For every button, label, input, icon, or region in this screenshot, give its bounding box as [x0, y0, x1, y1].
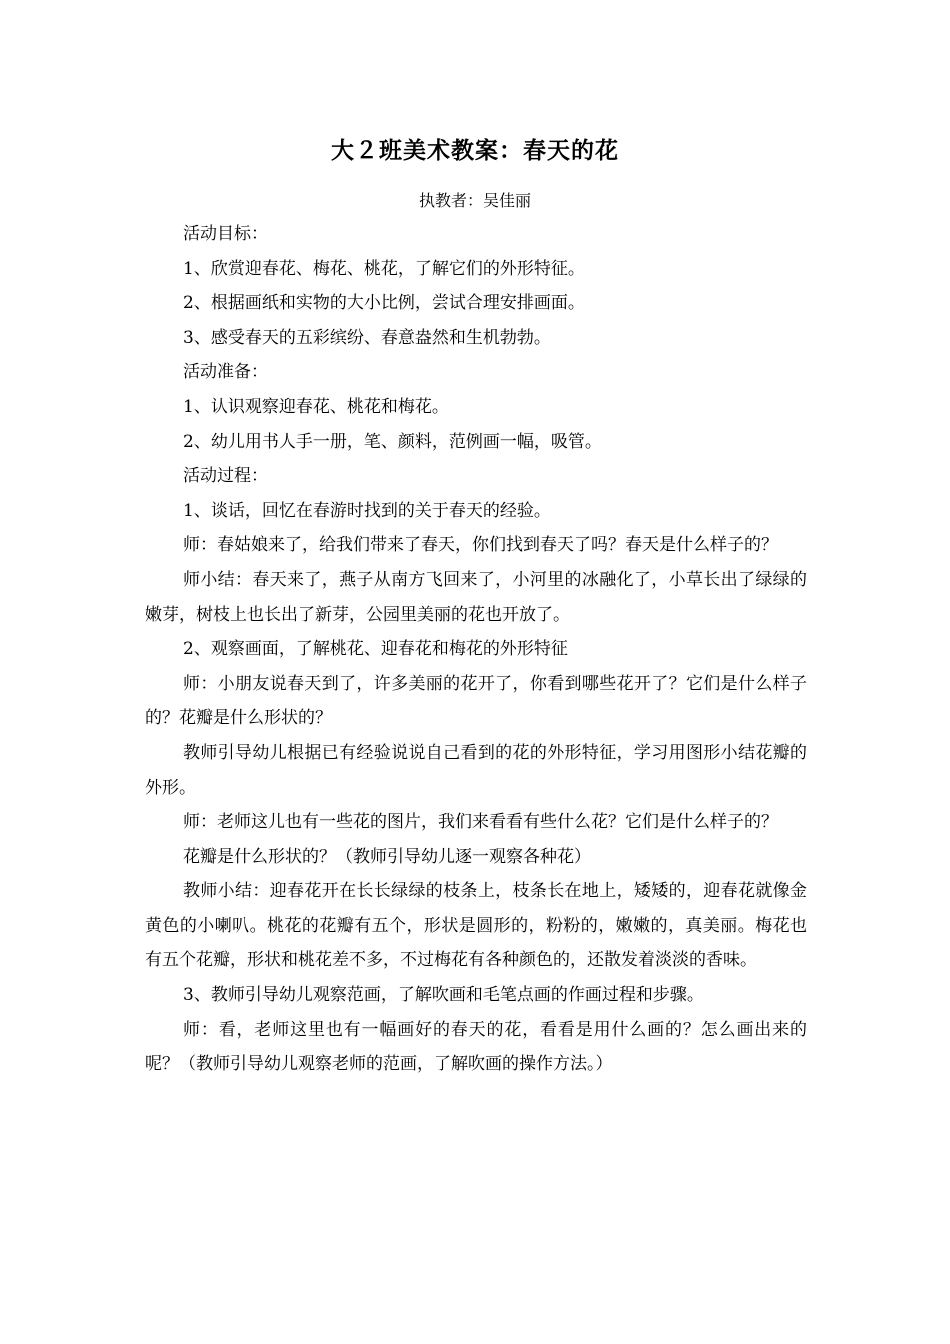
- document-body: [145, 217, 807, 1082]
- paragraph: 教师引导幼儿根据已有经验说说自己看到的花的外形特征，学习用图形小结花瓣的外形。: [145, 742, 807, 798]
- paragraph: 师：看，老师这里也有一幅画好的春天的花，看看是用什么画的？怎么画出来的呢？（教师引导幼儿观察老师的范画，了解吹画的操作方法。）: [145, 1019, 807, 1075]
- paragraph: 活动准备：: [183, 362, 268, 383]
- author-line: 执教者：吴佳丽: [418, 191, 531, 210]
- paragraph: 2、根据画纸和实物的大小比例，尝试合理安排画面。: [183, 293, 585, 314]
- paragraph: 1、谈话，回忆在春游时找到的关于春天的经验。: [183, 500, 551, 521]
- paragraph: 教师小结：迎春花开在长长绿绿的枝条上，枝条长在地上，矮矮的，迎春花就像金黄色的小喇叭。桃花的花瓣有五个，形状是圆形的，粉粉的，嫩嫩的，真美丽。梅花也有五个花瓣，形状和桃花差不多，不过梅花有各种颜色的，还散发着淡淡的香味。: [145, 881, 807, 971]
- paragraph: 3、教师引导幼儿观察范画，了解吹画和毛笔点画的作画过程和步骤。: [183, 985, 704, 1006]
- paragraph: 2、观察画面，了解桃花、迎春花和梅花的外形特征: [183, 639, 568, 660]
- paragraph: 活动目标：: [183, 224, 268, 244]
- paragraph: 2、幼儿用书人手一册，笔、颜料，范例画一幅，吸管。: [183, 431, 602, 452]
- paragraph: 活动过程：: [183, 466, 268, 487]
- paragraph: 1、认识观察迎春花、桃花和梅花。: [183, 396, 449, 417]
- paragraph: 3、感受春天的五彩缤纷、春意盎然和生机勃勃。: [183, 327, 551, 348]
- paragraph: 1、欣赏迎春花、梅花、桃花，了解它们的外形特征。: [183, 258, 585, 279]
- paragraph: 师：小朋友说春天到了，许多美丽的花开了，你看到哪些花开了？它们是什么样子的？花瓣是什么形状的？: [145, 673, 807, 729]
- paragraph: 师：春姑娘来了，给我们带来了春天，你们找到春天了吗？春天是什么样子的？: [183, 535, 778, 556]
- paragraph: 师小结：春天来了，燕子从南方飞回来了，小河里的冰融化了，小草长出了绿绿的嫩芽，树枝上也长出了新芽，公园里美丽的花也开放了。: [145, 569, 807, 625]
- paragraph: 师：老师这儿也有一些花的图片，我们来看看有些什么花？它们是什么样子的？: [183, 812, 778, 833]
- page-title: 大２班美术教案：春天的花: [331, 138, 619, 164]
- paragraph: 花瓣是什么形状的？（教师引导幼儿逐一观察各种花）: [183, 846, 591, 867]
